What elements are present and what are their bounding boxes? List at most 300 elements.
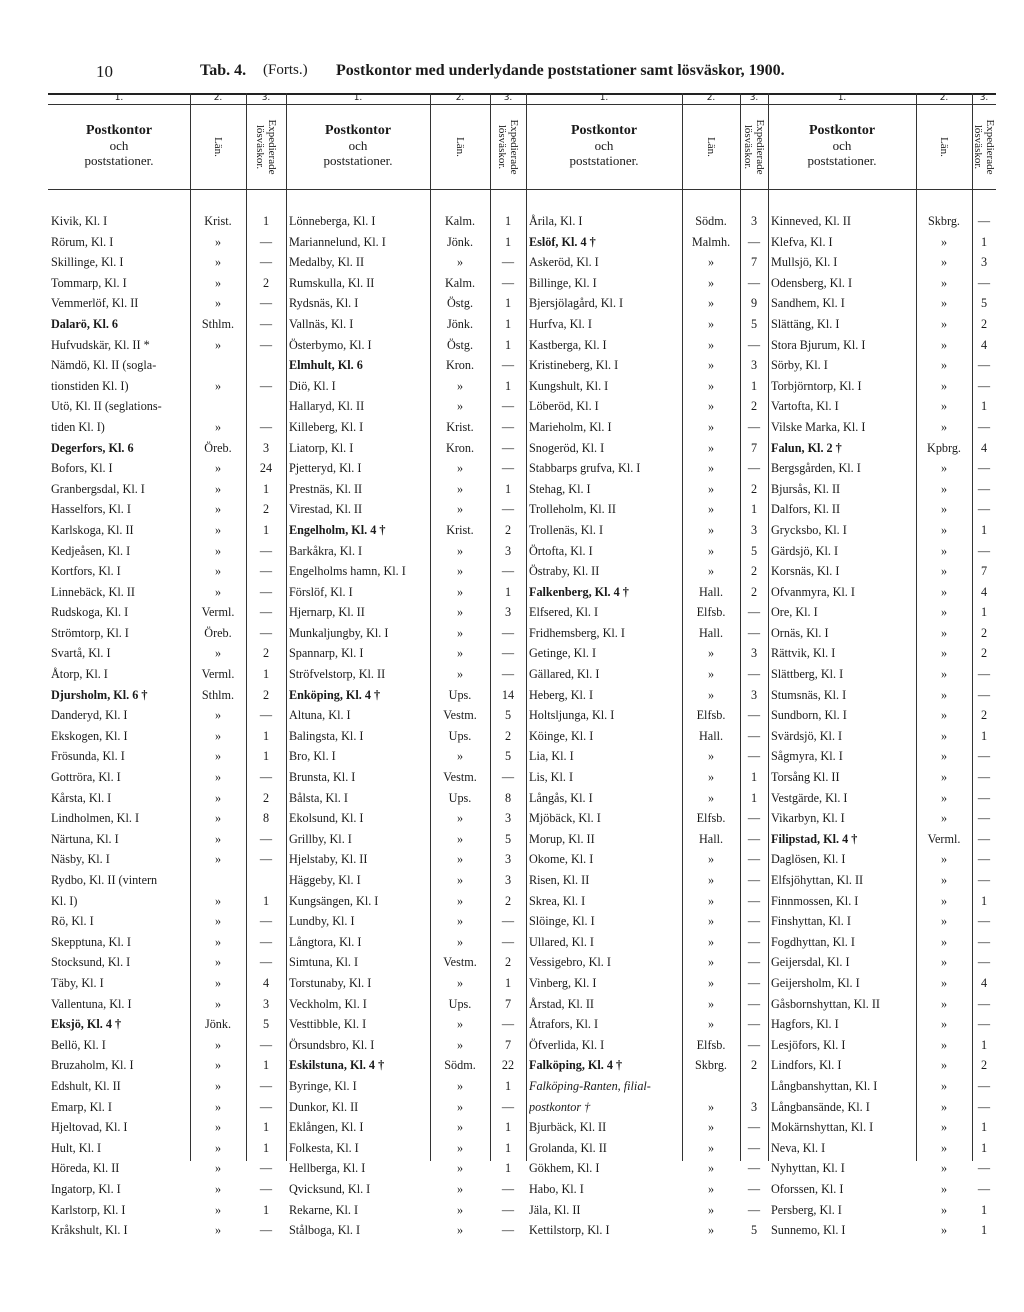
expedierade-cell: —: [977, 996, 991, 1011]
table-row: [286, 746, 526, 767]
lan-cell: »: [214, 1037, 222, 1052]
column-number: 2.: [455, 93, 465, 103]
expedierade-cell: 2: [750, 399, 758, 414]
expedierade-cell: —: [977, 461, 991, 476]
lan-cell: Öreb.: [204, 625, 232, 640]
station-name: Killeberg, Kl. I: [289, 419, 364, 434]
station-name: Jäla, Kl. II: [529, 1202, 581, 1217]
table-row: [768, 643, 996, 664]
table-row: [768, 438, 996, 459]
table-row: [768, 767, 996, 788]
lan-cell: »: [707, 522, 715, 537]
station-name: Persberg, Kl. I: [771, 1202, 842, 1217]
table-row: [48, 1179, 286, 1200]
table-row: [286, 952, 526, 973]
station-name: Svartå, Kl. I: [51, 646, 111, 661]
lan-cell: »: [940, 1058, 948, 1073]
column-header-expedierade: Expedierade lösväskor.: [254, 119, 278, 175]
lan-cell: »: [214, 481, 222, 496]
lan-cell: »: [707, 1181, 715, 1196]
station-name: Habo, Kl. I: [529, 1181, 584, 1196]
lan-cell: »: [940, 1017, 948, 1032]
expedierade-cell: —: [501, 667, 515, 682]
station-name: Askeröd, Kl. I: [529, 255, 599, 270]
table-row: [286, 849, 526, 870]
table-row: [48, 232, 286, 253]
expedierade-cell: —: [259, 625, 273, 640]
lan-cell: »: [456, 873, 464, 887]
table-row: [48, 1117, 286, 1138]
lan-cell: »: [707, 1223, 715, 1238]
table-row: [48, 458, 286, 479]
station-name: Lesjöfors, Kl. I: [771, 1037, 846, 1052]
table-row: [48, 396, 286, 417]
station-name: Kungshult, Kl. I: [529, 378, 609, 393]
station-name: Årstad, Kl. II: [529, 996, 594, 1011]
table-row: [286, 211, 526, 232]
expedierade-cell: 3: [262, 440, 270, 455]
expedierade-cell: —: [747, 461, 761, 476]
table-row: [286, 726, 526, 747]
table-row: [48, 335, 286, 356]
table-row: [768, 788, 996, 809]
expedierade-cell: —: [501, 440, 515, 455]
expedierade-cell: —: [259, 337, 273, 352]
station-name: Sågmyra, Kl. I: [771, 749, 843, 764]
station-name: Skepptuna, Kl. I: [51, 934, 131, 949]
table-row: [768, 252, 996, 273]
expedierade-cell: 2: [504, 522, 512, 537]
expedierade-cell: —: [501, 914, 515, 929]
table-row: [286, 541, 526, 562]
lan-cell: »: [214, 1181, 222, 1196]
expedierade-cell: 3: [750, 522, 758, 537]
table-row: [286, 293, 526, 314]
station-name: Gottröra, Kl. I: [51, 770, 121, 785]
table-row: [286, 870, 526, 891]
station-name: Ore, Kl. I: [771, 605, 818, 620]
expedierade-cell: 14: [501, 687, 515, 702]
lan-cell: »: [456, 543, 464, 558]
table-row: [48, 1055, 286, 1076]
table-row: [526, 499, 768, 520]
lan-cell: »: [456, 625, 464, 640]
table-row: [286, 705, 526, 726]
lan-cell: »: [214, 1058, 222, 1073]
station-name: Kl. I): [51, 893, 78, 908]
lan-cell: »: [940, 914, 948, 929]
lan-cell: »: [214, 955, 222, 970]
table-row: [768, 870, 996, 891]
station-name: Eksjö, Kl. 4 †: [51, 1017, 122, 1032]
expedierade-cell: 2: [262, 646, 270, 661]
table-row: [526, 643, 768, 664]
lan-cell: »: [940, 605, 948, 620]
station-name: Daglösen, Kl. I: [771, 852, 846, 867]
station-name: Munkaljungby, Kl. I: [289, 625, 389, 640]
station-name: Rudskoga, Kl. I: [51, 605, 129, 620]
station-name: Tommarp, Kl. I: [51, 275, 127, 290]
expedierade-cell: —: [747, 852, 761, 867]
lan-cell: »: [214, 296, 222, 311]
expedierade-cell: —: [747, 955, 761, 970]
expedierade-cell: 3: [750, 1099, 758, 1114]
station-name: Liatorp, Kl. I: [289, 440, 354, 455]
table-row: [526, 602, 768, 623]
expedierade-cell: 2: [980, 625, 988, 640]
station-name: Qvicksund, Kl. I: [289, 1181, 371, 1196]
expedierade-cell: 3: [980, 255, 988, 270]
station-name: Brunsta, Kl. I: [289, 770, 356, 785]
expedierade-cell: —: [747, 749, 761, 764]
station-name: Hallaryd, Kl. II: [289, 399, 365, 414]
table-row: [768, 1200, 996, 1221]
table-row: [768, 541, 996, 562]
station-name: Rydsnäs, Kl. I: [289, 296, 359, 311]
expedierade-cell: —: [747, 893, 761, 908]
table-row: [768, 932, 996, 953]
table-row: [48, 685, 286, 706]
expedierade-cell: —: [259, 296, 273, 311]
expedierade-cell: —: [977, 543, 991, 558]
table-row: [526, 1200, 768, 1221]
station-name: Bro, Kl. I: [289, 749, 336, 764]
table-row: [768, 232, 996, 253]
lan-cell: »: [940, 996, 948, 1011]
lan-cell: Elfsb.: [696, 708, 726, 723]
lan-cell: Södm.: [444, 1058, 476, 1073]
table-row: [768, 1055, 996, 1076]
station-name: Lindfors, Kl. I: [771, 1058, 842, 1073]
lan-cell: »: [214, 564, 222, 579]
expedierade-cell: 1: [262, 667, 270, 682]
lan-cell: »: [214, 1140, 222, 1155]
lan-cell: »: [940, 419, 948, 434]
expedierade-cell: —: [501, 934, 515, 949]
lan-cell: »: [214, 749, 222, 764]
table-row: [48, 932, 286, 953]
table-row: [286, 1014, 526, 1035]
table-row: [526, 726, 768, 747]
station-name: postkontor †: [529, 1099, 591, 1114]
station-name: Fridhemsberg, Kl. I: [529, 625, 625, 640]
table-row: [526, 520, 768, 541]
table-row: [768, 994, 996, 1015]
expedierade-cell: 4: [980, 584, 988, 599]
station-name: Falkenberg, Kl. 4 †: [529, 584, 629, 599]
expedierade-cell: 2: [262, 687, 270, 702]
table-row: [768, 1076, 996, 1097]
expedierade-cell: —: [747, 1120, 761, 1135]
lan-cell: »: [707, 399, 715, 414]
expedierade-cell: —: [501, 358, 515, 373]
lan-cell: »: [707, 914, 715, 929]
expedierade-cell: 4: [262, 975, 270, 990]
station-name: Gällared, Kl. I: [529, 667, 600, 682]
table-row: [286, 232, 526, 253]
station-name: Dalarö, Kl. 6: [51, 316, 119, 331]
station-name: Danderyd, Kl. I: [51, 708, 128, 723]
expedierade-cell: —: [259, 234, 273, 249]
station-name: Veckholm, Kl. I: [289, 996, 367, 1011]
column-header-expedierade: Expedierade lösväskor.: [742, 119, 766, 175]
station-name: Stabbarps grufva, Kl. I: [529, 461, 641, 476]
table-row: [48, 1220, 286, 1241]
lan-cell: Jönk.: [446, 316, 474, 331]
expedierade-cell: —: [977, 419, 991, 434]
table-row: [48, 1014, 286, 1035]
expedierade-cell: 3: [504, 811, 512, 826]
table-row: [48, 746, 286, 767]
expedierade-cell: —: [747, 1140, 761, 1155]
expedierade-cell: —: [977, 852, 991, 867]
expedierade-cell: —: [259, 852, 273, 867]
station-name: Slöinge, Kl. I: [529, 914, 595, 929]
lan-cell: »: [940, 1140, 948, 1155]
table-row: [286, 1117, 526, 1138]
expedierade-cell: —: [259, 605, 273, 620]
lan-cell: »: [707, 1120, 715, 1135]
lan-cell: »: [940, 296, 948, 311]
expedierade-cell: 3: [750, 687, 758, 702]
station-name: Kråkshult, Kl. I: [51, 1223, 128, 1238]
station-name: Stocksund, Kl. I: [51, 955, 131, 970]
expedierade-cell: —: [747, 605, 761, 620]
expedierade-cell: —: [747, 728, 761, 743]
station-name: Elmhult, Kl. 6: [289, 358, 363, 373]
station-name: Torsång Kl. II: [771, 770, 840, 785]
expedierade-cell: —: [977, 502, 991, 517]
lan-cell: Sthlm.: [201, 316, 235, 331]
expedierade-cell: —: [259, 770, 273, 785]
table-row: [526, 788, 768, 809]
station-name: Heberg, Kl. I: [529, 687, 594, 702]
column-number: 1.: [599, 93, 609, 103]
expedierade-cell: —: [977, 214, 991, 228]
table-row: [48, 438, 286, 459]
station-name: Degerfors, Kl. 6: [51, 440, 134, 455]
table-row: [526, 973, 768, 994]
station-name: Ullared, Kl. I: [529, 934, 594, 949]
station-name: Bruzaholm, Kl. I: [51, 1058, 134, 1073]
lan-cell: »: [214, 996, 222, 1011]
station-name: Bjurbäck, Kl. II: [529, 1120, 607, 1135]
station-name: Falköping, Kl. 4 †: [529, 1058, 623, 1073]
expedierade-cell: 2: [750, 584, 758, 599]
lan-cell: »: [940, 255, 948, 270]
station-name: Åtrafors, Kl. I: [529, 1017, 599, 1032]
lan-cell: »: [940, 1120, 948, 1135]
table-row: [48, 829, 286, 850]
expedierade-cell: —: [977, 378, 991, 393]
column-number: 3.: [261, 93, 271, 103]
table-column-group: [526, 211, 768, 1241]
expedierade-cell: —: [747, 996, 761, 1011]
station-name: Kårsta, Kl. I: [51, 790, 112, 805]
station-name: Långås, Kl. I: [529, 790, 593, 805]
station-name: Bergsgården, Kl. I: [771, 461, 861, 476]
lan-cell: »: [214, 255, 222, 270]
table-row: [48, 541, 286, 562]
table-row: [526, 561, 768, 582]
lan-cell: Krist.: [446, 419, 474, 434]
station-name: Edshult, Kl. II: [51, 1078, 121, 1093]
expedierade-cell: 3: [504, 543, 512, 558]
column-number: 2.: [939, 93, 949, 103]
table-row: [526, 932, 768, 953]
table-row: [768, 1014, 996, 1035]
table-row: [48, 788, 286, 809]
expedierade-cell: 4: [980, 337, 988, 352]
expedierade-cell: 1: [980, 522, 988, 537]
lan-cell: »: [940, 522, 948, 537]
station-name: Bjursås, Kl. II: [771, 481, 841, 496]
lan-cell: »: [707, 770, 715, 785]
lan-cell: »: [707, 296, 715, 311]
station-name: Oforssen, Kl. I: [771, 1181, 844, 1196]
expedierade-cell: —: [977, 790, 991, 805]
expedierade-cell: —: [501, 399, 515, 414]
station-name: Barkåkra, Kl. I: [289, 543, 363, 558]
station-name: Finshyttan, Kl. I: [771, 914, 851, 929]
lan-cell: »: [940, 461, 948, 476]
table-row: [526, 870, 768, 891]
expedierade-cell: —: [259, 1181, 273, 1196]
station-name: Nämdö, Kl. II (sogla-: [51, 358, 157, 373]
page-title: Postkontor med underlydande poststationer samt lösväskor, 1900.: [336, 62, 785, 79]
expedierade-cell: —: [259, 316, 273, 331]
station-name: Kettilstorp, Kl. I: [529, 1223, 610, 1238]
table-row: [768, 376, 996, 397]
station-name: Balingsta, Kl. I: [289, 728, 364, 743]
station-name: Kortfors, Kl. I: [51, 564, 121, 579]
table-row: [768, 891, 996, 912]
lan-cell: »: [456, 1181, 464, 1196]
expedierade-cell: 1: [504, 975, 512, 990]
lan-cell: »: [214, 1223, 222, 1238]
station-name: Eskilstuna, Kl. 4 †: [289, 1058, 385, 1073]
table-row: [48, 849, 286, 870]
lan-cell: »: [940, 770, 948, 785]
table-row: [526, 582, 768, 603]
lan-cell: »: [214, 1202, 222, 1217]
station-name: Rö, Kl. I: [51, 914, 94, 929]
station-name: Svärdsjö, Kl. I: [771, 728, 843, 743]
expedierade-cell: 2: [750, 481, 758, 496]
column-number: 2.: [213, 93, 223, 103]
table-row: [286, 1158, 526, 1179]
table-row: [768, 1220, 996, 1241]
expedierade-cell: —: [747, 934, 761, 949]
expedierade-cell: 2: [504, 955, 512, 970]
table-row: [286, 355, 526, 376]
lan-cell: »: [940, 1223, 948, 1238]
expedierade-cell: 5: [750, 543, 758, 558]
expedierade-cell: —: [747, 337, 761, 352]
table-row: [526, 952, 768, 973]
lan-cell: »: [940, 399, 948, 414]
expedierade-cell: —: [501, 255, 515, 270]
table-row: [286, 499, 526, 520]
table-row: [286, 1076, 526, 1097]
expedierade-cell: 2: [262, 275, 270, 290]
station-name: Sörby, Kl. I: [771, 358, 828, 373]
lan-cell: »: [707, 461, 715, 476]
lan-cell: »: [456, 481, 464, 496]
station-name: Ornäs, Kl. I: [771, 625, 829, 640]
table-row: [526, 911, 768, 932]
table-row: [286, 1200, 526, 1221]
lan-cell: »: [707, 667, 715, 682]
expedierade-cell: 1: [262, 893, 270, 908]
lan-cell: »: [940, 749, 948, 764]
data-table: [48, 93, 996, 1238]
lan-cell: »: [456, 1202, 464, 1217]
expedierade-cell: —: [259, 831, 273, 846]
lan-cell: »: [940, 1181, 948, 1196]
table-row: [286, 643, 526, 664]
station-name: Hufvudskär, Kl. II *: [51, 337, 150, 352]
lan-cell: »: [214, 708, 222, 723]
column-number: 2.: [706, 93, 716, 103]
lan-cell: Kron.: [445, 440, 475, 455]
station-name: Kivik, Kl. I: [51, 214, 108, 228]
station-name: Getinge, Kl. I: [529, 646, 597, 661]
lan-cell: Elfsb.: [696, 1037, 726, 1052]
station-name: Ingatorp, Kl. I: [51, 1181, 121, 1196]
station-name: Hasselfors, Kl. I: [51, 502, 131, 517]
station-name: Lia, Kl. I: [529, 749, 574, 764]
expedierade-cell: —: [747, 1017, 761, 1032]
station-name: Prestnäs, Kl. II: [289, 481, 363, 496]
column-header-lan: Län.: [705, 137, 717, 157]
table-row: [768, 746, 996, 767]
station-name: Sunnemo, Kl. I: [771, 1223, 846, 1238]
table-row: [48, 417, 286, 438]
station-name: Engelholm, Kl. 4 †: [289, 522, 386, 537]
expedierade-cell: 2: [504, 893, 512, 908]
station-name: Vesttibble, Kl. I: [289, 1017, 367, 1032]
expedierade-cell: —: [977, 811, 991, 826]
table-row: [48, 870, 286, 891]
station-name: Kedjeåsen, Kl. I: [51, 543, 131, 558]
lan-cell: Elfsb.: [696, 811, 726, 826]
expedierade-cell: —: [977, 934, 991, 949]
table-row: [286, 685, 526, 706]
expedierade-cell: 1: [504, 1161, 512, 1176]
expedierade-cell: —: [259, 914, 273, 929]
station-name: Österbymo, Kl. I: [289, 337, 372, 352]
expedierade-cell: —: [259, 1037, 273, 1052]
table-row: [768, 211, 996, 232]
lan-cell: Jönk.: [204, 1017, 232, 1032]
table-row: [286, 520, 526, 541]
table-row: [526, 1179, 768, 1200]
expedierade-cell: —: [747, 234, 761, 249]
station-name: Spannarp, Kl. I: [289, 646, 364, 661]
lan-cell: »: [707, 1017, 715, 1032]
station-name: Gåsbornshyttan, Kl. II: [771, 996, 880, 1011]
lan-cell: »: [214, 502, 222, 517]
station-name: Gökhem, Kl. I: [529, 1161, 600, 1176]
expedierade-cell: 3: [504, 873, 512, 887]
table-row: [526, 829, 768, 850]
expedierade-cell: 2: [750, 564, 758, 579]
station-name: Finnmossen, Kl. I: [771, 893, 859, 908]
station-name: Vilske Marka, Kl. I: [771, 419, 866, 434]
expedierade-cell: —: [259, 584, 273, 599]
station-name: Lundby, Kl. I: [289, 914, 355, 929]
